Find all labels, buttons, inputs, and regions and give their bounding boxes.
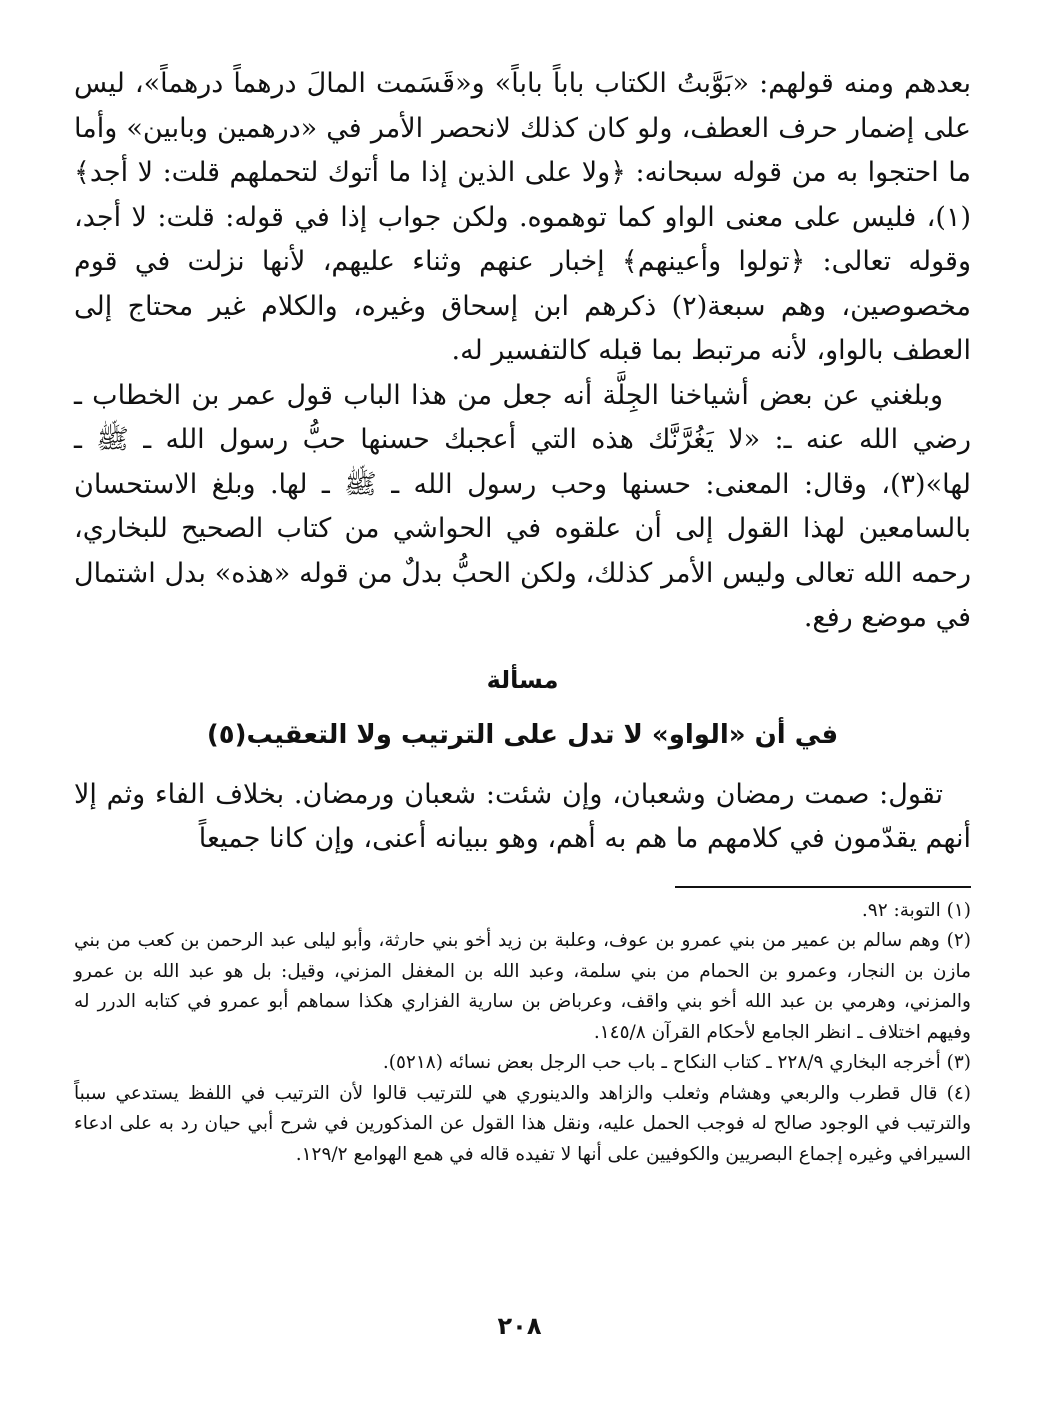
footnote-3: (٣) أخرجه البخاري ٢٢٨/٩ ـ كتاب النكاح ـ باب حب الرجل بعض نسائه (٥٢١٨). [382, 1052, 971, 1073]
footnote-2: (٢) وهم سالم بن عمير من بني عمرو بن عوف، وعلبة بن زيد أخو بني حارثة، وأبو ليلى عبد الرحمن بن كعب من بني مازن بن النجار، وعمرو بن الحمام من بني سلمة، وعبد الله بن المغفل المزني، وقيل: بل هو عبد الله بن عمرو والمزني، وهرمي بن عبد الله أخو بني واقف، وعرباض بن سارية الفزاري هكذا سماهم أبو عمرو في كتابه الدرر له وفيهم اختلاف ـ انظر الجامع لأحكام القرآن ١٤٥/٨. [74, 930, 971, 1043]
section-heading: مسألة [486, 665, 559, 694]
body-paragraph-2: وبلغني عن بعض أشياخنا الجِلَّة أنه جعل من هذا الباب قول عمر بن الخطاب ـ رضي الله عنه ـ: «لا يَغُرَّنَّك هذه التي أعجبك حسنها حبُّ رسول الله ـ ﷺ ـ لها»(٣)، وقال: المعنى: حسنها وحب رسول الله ـ ﷺ ـ لها. وبلغ الاستحسان بالسامعين لهذا القول إلى أن علقوه في الحواشي من كتاب الصحيح للبخاري، رحمه الله تعالى وليس الأمر كذلك، ولكن الحبُّ بدلٌ من قوله «هذه» بدل اشتمال في موضع رفع. [74, 379, 971, 633]
page-number: ٢٠٨ [497, 1312, 542, 1340]
footnote-separator [675, 886, 971, 888]
footnote-4: (٤) قال قطرب والربعي وهشام وثعلب والزاهد والدينوري هي للترتيب قالوا لأن الترتيب في اللفظ يستدعي سبباً والترتيب في الوجود صالح له فوجب الحمل عليه، ونقل هذا القول عن المذكورين في شرح أبي حيان رد به على ادعاء السيرافي وغيره إجماع البصريين والكوفيين على أنها لا تفيده قاله في همع الهوامع ١٢٩/٢. [74, 1082, 971, 1165]
footnotes-list [74, 896, 971, 1171]
section-subheading: في أن «الواو» لا تدل على الترتيب ولا التعقيب(٥) [206, 719, 839, 750]
body-paragraph-1: بعدهم ومنه قولهم: «بَوَّبتُ الكتاب باباً باباً» و«قَسَمت المالَ درهماً درهماً»، ليس على إضمار حرف العطف، ولو كان كذلك لانحصر الأمر في «درهمين وبابين» وأما ما احتجوا به من قوله سبحانه: ﴿ولا على الذين إذا ما أتوك لتحملهم قلت: لا أجد﴾(١)، فليس على معنى الواو كما توهموه. ولكن جواب إذا في قوله: قلت: لا أجد، وقوله تعالى: ﴿تولوا وأعينهم﴾ إخبار عنهم وثناء عليهم، لأنها نزلت في قوم مخصوصين، وهم سبعة(٢) ذكرهم ابن إسحاق وغيره، والكلام غير محتاج إلى العطف بالواو، لأنه مرتبط بما قبله كالتفسير له. [74, 68, 972, 366]
body-paragraph-3: تقول: صمت رمضان وشعبان، وإن شئت: شعبان ورمضان. بخلاف الفاء وثم إلا أنهم يقدّمون في كلامهم ما هم به أهم، وهو ببيانه أعنى، وإن كانا جميعاً [74, 778, 971, 854]
footnote-1: (١) التوبة: ٩٢. [861, 899, 971, 921]
